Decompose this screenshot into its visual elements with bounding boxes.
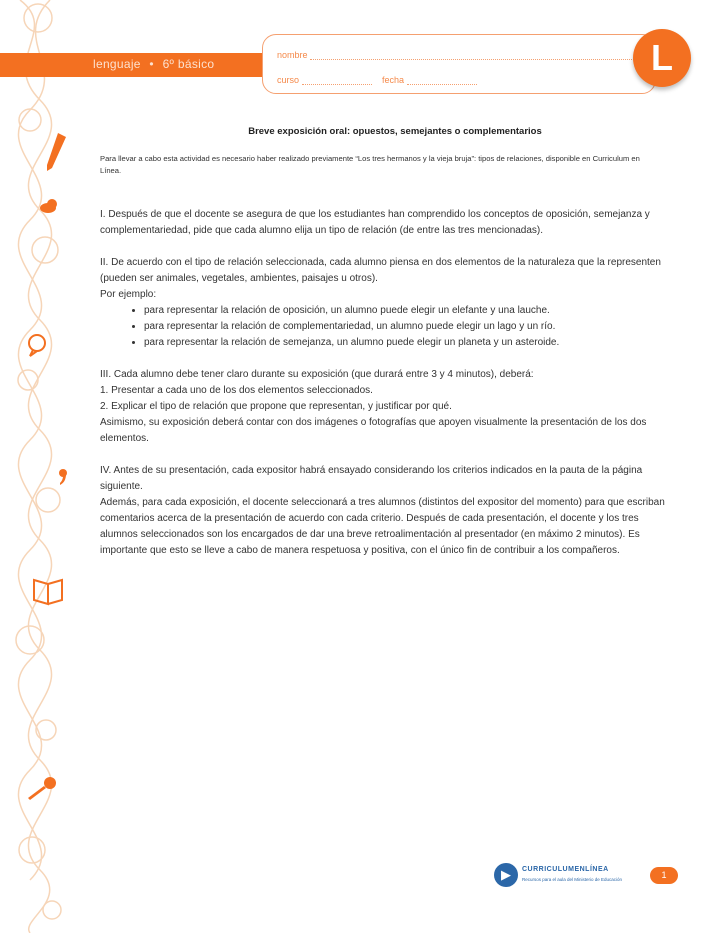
play-arrow-icon: ▶: [494, 863, 518, 887]
section-4-text: IV. Antes de su presentación, cada expositor habrá ensayado considerando los criterios indicados en la pauta de la página siguiente.: [100, 465, 643, 492]
list-item: • para representar la relación de semejanza, un alumno puede elegir un planeta y un asteroide.: [144, 335, 670, 351]
speech-bubble-icon: [29, 335, 45, 356]
document-title: Breve exposición oral: opuestos, semejantes o complementarios: [248, 126, 542, 137]
section-3: [100, 367, 670, 447]
section-3-extra: Asimismo, su exposición deberá contar con dos imágenes o fotografías que apoyen visualmente la presentación de los dos elementos.: [100, 417, 647, 444]
section-2-text: II. De acuerdo con el tipo de relación seleccionada, cada alumno piensa en dos elementos de la naturaleza que la representen (pueden ser animales, vegetales, ambientes, paisajes u otros).: [100, 257, 661, 284]
section-4: [100, 463, 670, 559]
name-line: [310, 59, 640, 60]
separator-dot: •: [149, 57, 154, 71]
course-line: [302, 84, 372, 85]
name-label: nombre: [277, 50, 308, 60]
subject-grade-label: [93, 57, 214, 71]
margin-decoration: [0, 0, 80, 933]
subject-label: lenguaje: [93, 57, 141, 71]
section-3-step-1: 1. Presentar a cada uno de los dos elementos seleccionados.: [100, 385, 373, 396]
grade-label: 6º básico: [162, 57, 215, 71]
section-2: [100, 255, 670, 351]
logo-text: CURRICULUMENLÍNEA: [522, 866, 609, 873]
curriculum-logo[interactable]: [494, 863, 639, 889]
cloud-icon: [40, 199, 57, 213]
date-label: fecha: [382, 75, 405, 85]
name-field[interactable]: [277, 50, 640, 60]
logo-subtitle: Recursos para el aula del Ministerio de Educación: [522, 877, 623, 882]
comma-icon: [59, 469, 67, 485]
document-intro: Para llevar a cabo esta actividad es necesario haber realizado previamente “Los tres hermanos y la vieja bruja”: tipos de relaciones, disponible en Curriculum en Línea.: [100, 154, 640, 175]
date-line: [407, 84, 477, 85]
subject-band: [0, 53, 270, 77]
subject-badge: L: [633, 29, 691, 87]
student-info-box: [262, 34, 656, 94]
list-item: • para representar la relación de complementariedad, un alumno puede elegir un lago y un río.: [144, 319, 670, 335]
course-field[interactable]: [277, 75, 372, 85]
section-2-list: [100, 303, 670, 351]
section-4-extra: Además, para cada exposición, el docente seleccionará a tres alumnos (distintos del expositor del momento) para que escriban comentarios acerca de la presentación de acuerdo con cada criterio. Después de cada presentación, el docente y los tres alumnos seleccionados son los encargados de dar una breve retroalimentación al presentador (en máximo 2 minutos). Es importante que esto se lleve a cabo de manera respetuosa y positiva, con el único fin de contribuir a los compañeros.: [100, 497, 665, 556]
microphone-icon: [28, 777, 56, 800]
section-1: I. Después de que el docente se asegura de que los estudiantes han comprendido los conceptos de oposición, semejanza y complementariedad, pide que cada alumno elija un tipo de relación (de entre las tres mencionadas).: [100, 209, 650, 236]
document-body: [100, 207, 670, 559]
section-3-text: III. Cada alumno debe tener claro durante su exposición (que durará entre 3 y 4 minutos), deberá:: [100, 369, 534, 380]
page-number: 1: [650, 867, 678, 884]
section-3-step-2: 2. Explicar el tipo de relación que propone que representan, y justificar por qué.: [100, 401, 452, 412]
date-field[interactable]: [382, 75, 477, 85]
course-label: curso: [277, 75, 300, 85]
list-item: • para representar la relación de oposición, un alumno puede elegir un elefante y una lauche.: [144, 303, 670, 319]
pen-icon: [47, 133, 66, 171]
section-2-example-label: Por ejemplo:: [100, 289, 157, 300]
book-icon: [34, 580, 62, 604]
